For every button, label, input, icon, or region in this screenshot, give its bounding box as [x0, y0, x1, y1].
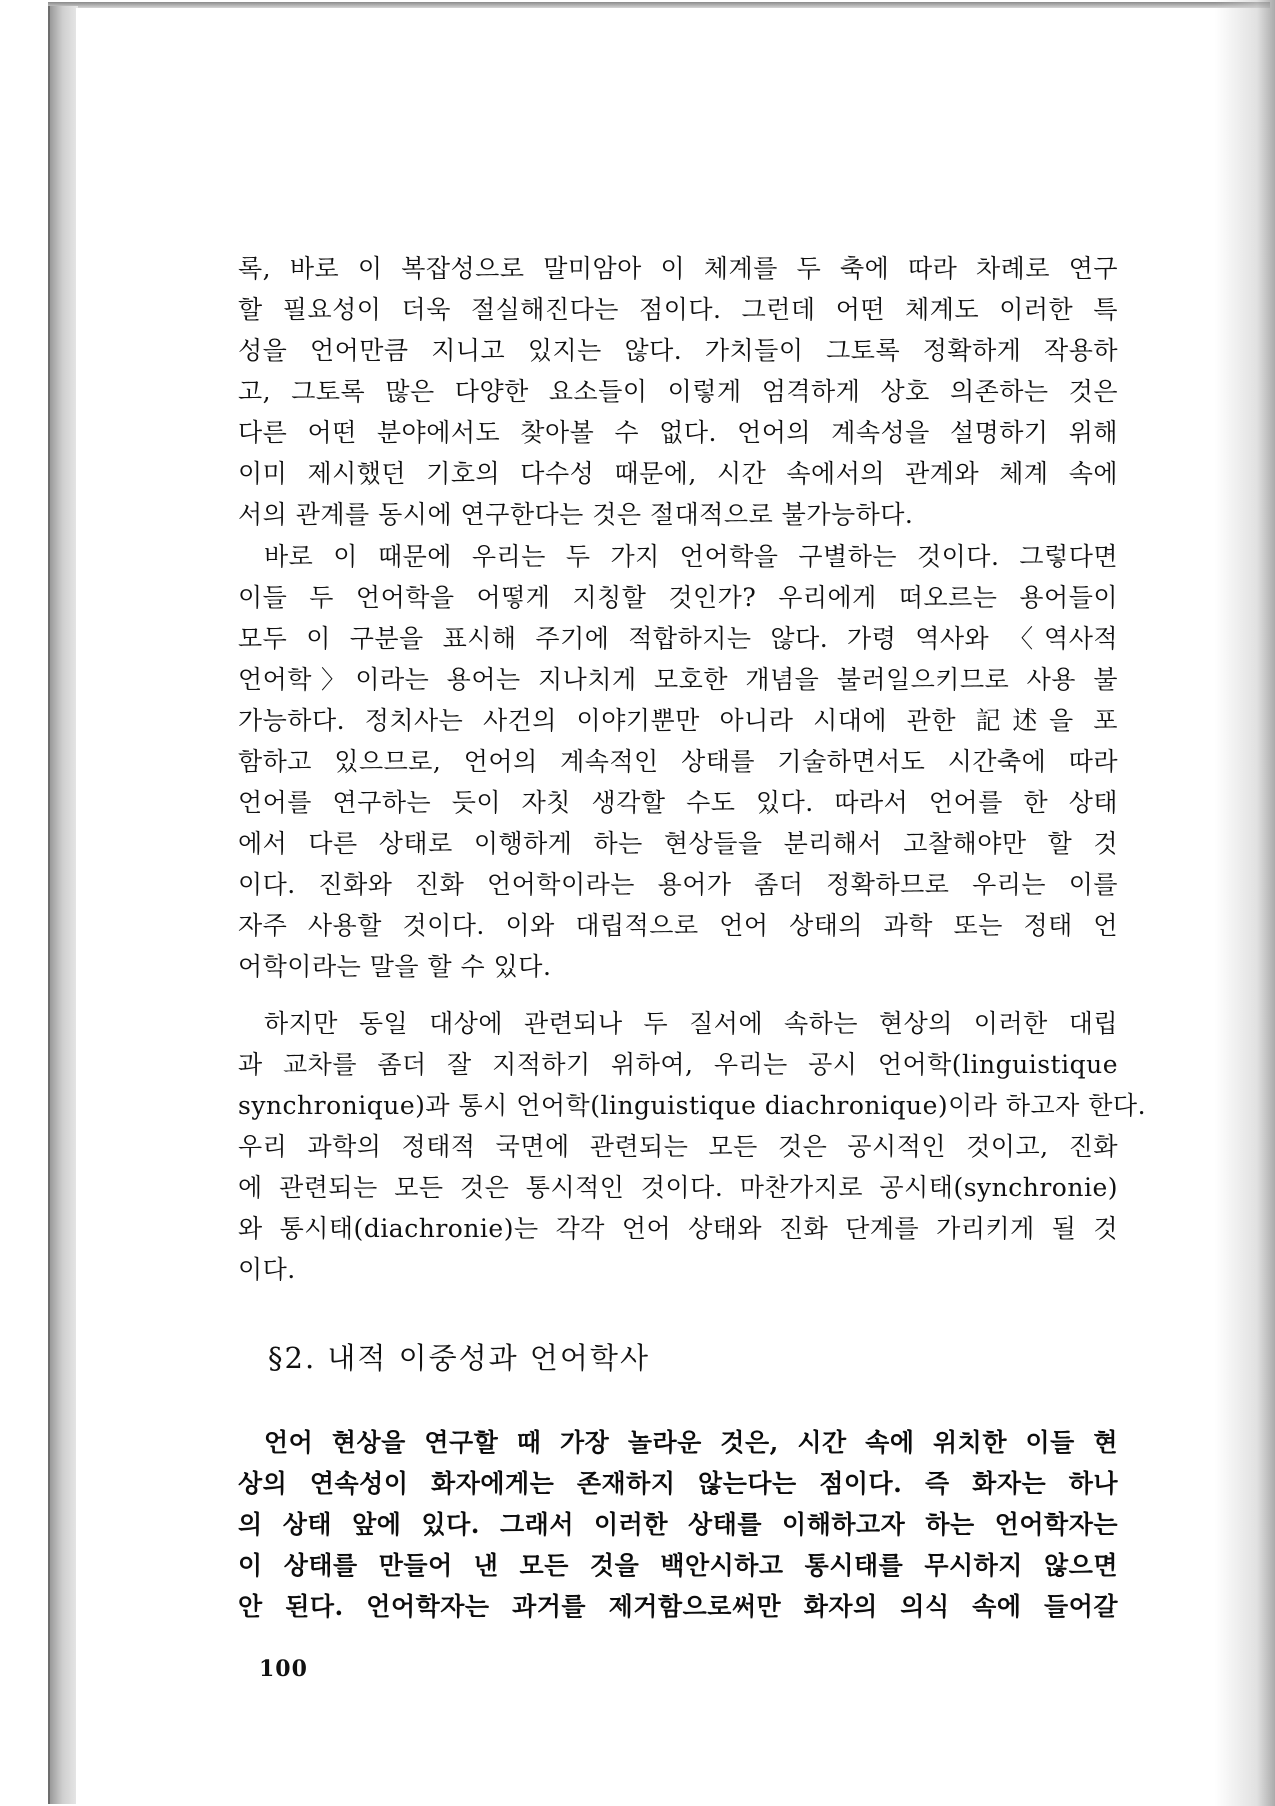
paragraph-2 [238, 536, 1118, 987]
text-line: 과 교차를 좀더 잘 지적하기 위하여, 우리는 공시 언어학(linguistique [238, 1050, 1118, 1079]
text-line: 자주 사용할 것이다. 이와 대립적으로 언어 상태의 과학 또는 정태 언 [238, 911, 1118, 940]
text-line: 하지만 동일 대상에 관련되나 두 질서에 속하는 현상의 이러한 대립 [264, 1009, 1118, 1038]
text-line: 록, 바로 이 복잡성으로 말미암아 이 체계를 두 축에 따라 차례로 연구 [238, 254, 1118, 283]
page-shadow [1215, 0, 1275, 1806]
paragraph-4 [238, 1422, 1118, 1627]
text-line: 다른 어떤 분야에서도 찾아볼 수 없다. 언어의 계속성을 설명하기 위해 [238, 418, 1118, 447]
text-line: 할 필요성이 더욱 절실해진다는 점이다. 그런데 어떤 체계도 이러한 특 [238, 295, 1118, 324]
text-line: 에서 다른 상태로 이행하게 하는 현상들을 분리해서 고찰해야만 할 것 [238, 829, 1118, 858]
text-line: 이미 제시했던 기호의 다수성 때문에, 시간 속에서의 관계와 체계 속에 [238, 459, 1118, 488]
text-line: 언어 현상을 연구할 때 가장 놀라운 것은, 시간 속에 위치한 이들 현 [264, 1428, 1118, 1457]
text-line: 언어학〉이라는 용어는 지나치게 모호한 개념을 불러일으키므로 사용 불 [238, 665, 1118, 694]
text-line: synchronique)과 통시 언어학(linguistique diachronique)이라 하고자 한다. [238, 1091, 1147, 1120]
text-line: 상의 연속성이 화자에게는 존재하지 않는다는 점이다. 즉 화자는 하나 [238, 1469, 1118, 1498]
text-line: 이 상태를 만들어 낸 모든 것을 백안시하고 통시태를 무시하지 않으면 [238, 1551, 1118, 1580]
text-line: 가능하다. 정치사는 사건의 이야기뿐만 아니라 시대에 관한 記述을 포 [238, 706, 1118, 735]
text-line: 우리 과학의 정태적 국면에 관련되는 모든 것은 공시적인 것이고, 진화 [238, 1132, 1118, 1161]
text-line: 안 된다. 언어학자는 과거를 제거함으로써만 화자의 의식 속에 들어갈 [238, 1592, 1118, 1621]
text-line: 에 관련되는 모든 것은 통시적인 것이다. 마찬가지로 공시태(synchronie) [238, 1173, 1118, 1202]
text-line: 언어를 연구하는 듯이 자칫 생각할 수도 있다. 따라서 언어를 한 상태 [238, 788, 1118, 817]
text-line: 어학이라는 말을 할 수 있다. [238, 952, 552, 981]
paragraph-1 [238, 248, 1118, 535]
text-line: 이들 두 언어학을 어떻게 지칭할 것인가? 우리에게 떠오르는 용어들이 [238, 583, 1118, 612]
text-line: 서의 관계를 동시에 연구한다는 것은 절대적으로 불가능하다. [238, 500, 914, 529]
text-line: 함하고 있으므로, 언어의 계속적인 상태를 기술하면서도 시간축에 따라 [238, 747, 1118, 776]
book-spine [48, 6, 78, 1804]
page-number: 100 [259, 1656, 308, 1682]
text-line: 와 통시태(diachronie)는 각각 언어 상태와 진화 단계를 가리키게 될 것 [238, 1214, 1118, 1243]
section-heading: §2. 내적 이중성과 언어학사 [268, 1341, 650, 1375]
text-line: 의 상태 앞에 있다. 그래서 이러한 상태를 이해하고자 하는 언어학자는 [238, 1510, 1118, 1539]
paragraph-3 [238, 1003, 1147, 1290]
text-line: 바로 이 때문에 우리는 두 가지 언어학을 구별하는 것이다. 그렇다면 [264, 542, 1118, 571]
text-line: 고, 그토록 많은 다양한 요소들이 이렇게 엄격하게 상호 의존하는 것은 [238, 377, 1118, 406]
text-line: 모두 이 구분을 표시해 주기에 적합하지는 않다. 가령 역사와 〈역사적 [238, 624, 1118, 653]
text-line: 성을 언어만큼 지니고 있지는 않다. 가치들이 그토록 정확하게 작용하 [238, 336, 1118, 365]
text-line: 이다. 진화와 진화 언어학이라는 용어가 좀더 정확하므로 우리는 이를 [238, 870, 1118, 899]
text-line: 이다. [238, 1255, 296, 1284]
